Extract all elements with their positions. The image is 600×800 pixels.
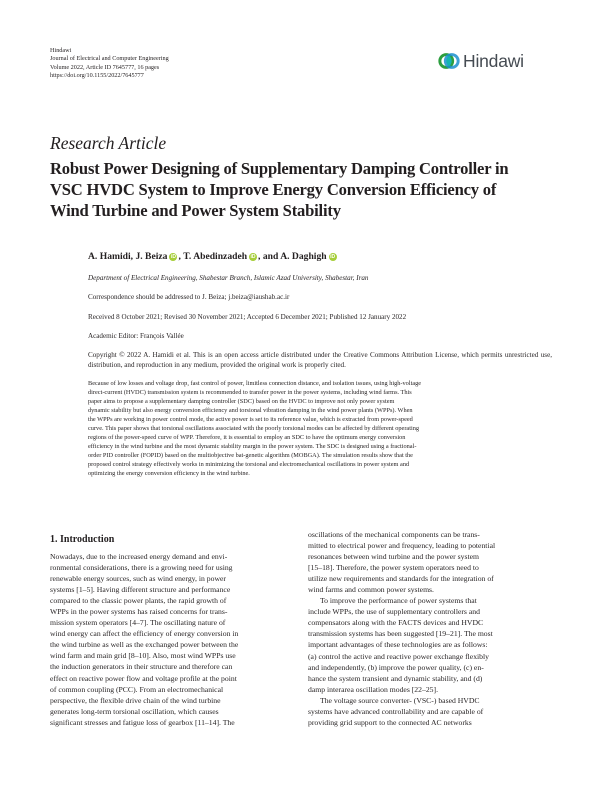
abstract <box>88 379 552 479</box>
hindawi-logo-icon <box>438 50 460 72</box>
abstract-line: dynamic stability but also energy conversion efficiency and torsional vibration damping in the wind power plants (WPPs). When <box>88 407 413 415</box>
title-line: Robust Power Designing of Supplementary Damping Controller in <box>50 159 509 178</box>
hindawi-logo[interactable] <box>438 49 554 73</box>
body-line: hance the system transient and dynamic stability, and (d) <box>308 673 483 683</box>
body-line: effect on reactive power flow and voltage profile at the point <box>50 673 237 683</box>
abstract-line: optimizing the energy conversion efficiency in the wind turbine. <box>88 470 250 478</box>
body-line: compensators along with the FACTS devices and HVDC <box>308 618 484 628</box>
abstract-line: Because of low losses and voltage drop, fast control of power, limitless connection distance, and isolation issues, using high-voltage <box>88 380 422 387</box>
body-line: wind farm and main grid [8–10]. Also, most wind WPPs use <box>50 651 236 661</box>
body-line: The voltage source converter- (VSC-) based HVDC <box>320 695 480 705</box>
body-line: mitted to electrical power and frequency, leading to potential <box>308 541 496 551</box>
abstract-line: the WPPs are working in power control mode, the active power is set to its reference value, which is extracted from power-speed <box>88 416 413 424</box>
body-column-left <box>50 551 296 728</box>
body-line: oscillations of the mechanical components can be trans- <box>308 530 480 539</box>
body-line: wind farms and common power systems. <box>308 585 434 595</box>
section-heading: 1. Introduction <box>50 534 115 545</box>
body-line: mission system operators [4–7]. The oscillating nature of <box>50 618 226 628</box>
doi-link[interactable]: https://doi.org/10.1155/2022/7645777 <box>50 72 144 80</box>
body-line: wind energy can affect the efficiency of energy conversion in <box>50 629 239 639</box>
body-line: compared to the classic power plants, the rapid growth of <box>50 596 227 606</box>
body-line: important advantages of these technologies are as follows: <box>308 640 488 650</box>
abstract-line: efficiency in the wind turbine and the most dynamic stability margin in the power system. The SDC is designed using a fractional- <box>88 443 417 451</box>
body-column-right <box>308 529 554 728</box>
body-line: resonances between wind turbine and the power system <box>308 552 479 562</box>
copyright-notice: Copyright © 2022 A. Hamidi et al. This is an open access article distributed under the Creative Commons Attribution License, which permits unrestricted use, distribution, and reproduction in any medium, provided the original work is properly cited. <box>88 351 552 370</box>
title-line: Wind Turbine and Power System Stability <box>50 201 341 220</box>
body-line: [15–18]. Therefore, the power system operators need to <box>308 563 479 573</box>
body-line: renewable energy sources, such as wind energy, in power <box>50 574 226 584</box>
body-line: systems have advanced controllability and are capable of <box>308 706 484 716</box>
abstract-line: paper aims to propose a supplementary damping controller (SDC) based on the HVDC to improve not only power system <box>88 398 395 406</box>
abstract-line: order PID controller (FOPID) based on the multiobjective bat-genetic algorithm (MOBGA). The simulation results show that the <box>88 452 413 460</box>
body-line: of common coupling (PCC). From an electromechanical <box>50 684 224 694</box>
journal-name: Journal of Electrical and Computer Engineering <box>50 55 169 63</box>
body-line: the wind turbine as well as the exchanged power between the <box>50 640 239 650</box>
body-line: and independently, (b) improve the power quality, (c) en- <box>308 662 484 672</box>
publisher-name: Hindawi <box>50 47 72 54</box>
body-line: WPPs in the power systems has raised concerns for trans- <box>50 607 228 617</box>
article-type: Research Article <box>50 133 167 153</box>
body-line: providing grid support to the connected AC networks <box>308 717 472 727</box>
author-name[interactable]: A. Hamidi, <box>88 251 134 262</box>
abstract-line: regions of the power-speed curve of WPP. Therefore, it is essential to employ an SDC to have the optimum energy conversion <box>88 434 406 442</box>
author-name[interactable]: and A. Daghigh <box>262 251 327 262</box>
body-line: the induction generators in their structure and therefore can <box>50 662 233 672</box>
body-line: utilize new requirements and standards for the integration of <box>308 574 494 584</box>
body-line: damp interarea oscillation modes [22–25]. <box>308 684 439 694</box>
body-line: generates long-term torsional oscillation, which causes <box>50 706 219 716</box>
author-name[interactable]: T. Abedinzadeh <box>183 251 248 262</box>
title-line: VSC HVDC System to Improve Energy Conversion Efficiency of <box>50 180 497 199</box>
orcid-icon[interactable]: iD <box>330 253 336 260</box>
orcid-icon[interactable]: iD <box>250 253 256 260</box>
body-line: (a) control the active and reactive power exchange flexibly <box>308 651 489 661</box>
correspondence: Correspondence should be addressed to J. Beiza; j.beiza@iaushab.ac.ir <box>88 293 290 301</box>
body-line: systems [1–5]. Having different structure and performance <box>50 585 231 595</box>
volume-info: Volume 2022, Article ID 7645777, 16 pages <box>50 63 160 71</box>
body-line: include WPPs, the use of supplementary controllers and <box>308 607 480 617</box>
body-line: Nowadays, due to the increased energy demand and envi- <box>50 552 228 561</box>
abstract-line: curve. This paper shows that torsional oscillations associated with the poorly torsional modes can be affected by different operating <box>88 425 420 433</box>
academic-editor: Academic Editor: François Vallée <box>88 332 184 340</box>
body-line: ronmental considerations, there is a growing need for using <box>50 563 233 573</box>
abstract-line: direct-current (HVDC) transmission system is recommended to transfer power in the power systems, including wind farms. This <box>88 389 412 397</box>
author-name[interactable]: J. Beiza <box>135 251 168 262</box>
author-list: A. Hamidi, J. Beiza iD , T. Abedinzadeh iD , and A. Daghigh iD <box>88 251 336 262</box>
body-line: significant stresses and fatigue loss of gearbox [11–14]. The <box>50 717 235 727</box>
orcid-icon[interactable]: iD <box>170 253 176 260</box>
affiliation: Department of Electrical Engineering, Shabestar Branch, Islamic Azad University, Shabestar, Iran <box>88 274 369 282</box>
article-title <box>50 158 555 221</box>
journal-meta <box>50 47 310 81</box>
body-line: transmission systems has been suggested [19–21]. The most <box>308 629 493 639</box>
publication-dates: Received 8 October 2021; Revised 30 November 2021; Accepted 6 December 2021; Published 12 January 2022 <box>88 313 407 321</box>
body-line: perspective, the flexible drive chain of the wind turbine <box>50 695 221 705</box>
abstract-line: proposed control strategy effectively works in minimizing the torsional and electromechanical oscillations in power system and <box>88 461 410 469</box>
body-line: To improve the performance of power systems that <box>320 596 477 606</box>
logo-text: Hindawi <box>463 50 524 71</box>
